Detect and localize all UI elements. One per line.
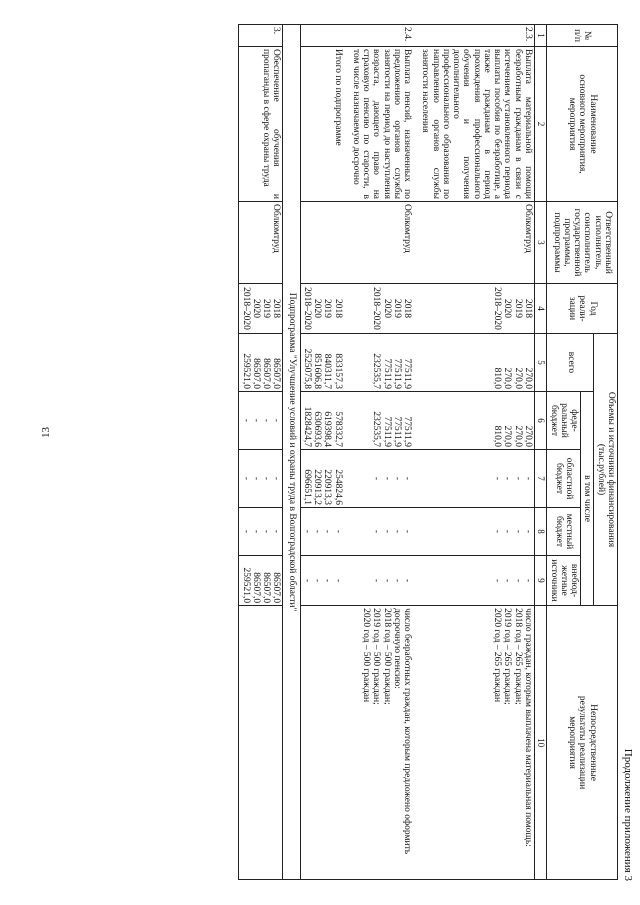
subprogram-row — [283, 25, 300, 880]
program-table — [238, 24, 618, 880]
row-executor: Облкомтруд — [350, 202, 414, 284]
column-number: 8 — [534, 508, 547, 556]
row-regional: 254824,6 220913,3 220913,2 696651,1 — [300, 450, 344, 508]
row-spacer — [413, 25, 419, 880]
table-row — [419, 25, 534, 880]
subprogram-title: Подпрограмма "Улучшение условий и охраны труда в Волгоградской области" — [283, 25, 300, 880]
row-results: число граждан, которым выплачена материальная помощь: 2018 год – 265 граждан; 2019 год – 265 граждан; 2020 год – 265 граждан — [419, 606, 534, 880]
row-name: Итого по подпрограмме — [300, 47, 344, 202]
appendix-label: Продолжение приложения 3 — [622, 748, 634, 881]
row-results: число безработных граждан, которым предложено оформить досрочную пенсию: 2018 год – 500 граждан; 2019 год – 500 граждан; 2020 год – 500 граждан — [350, 606, 414, 880]
header-executor: Ответственный исполнитель, соисполнитель государственной программы, подпрограммы — [547, 202, 618, 284]
row-results — [239, 606, 283, 880]
row-offbudget: - - - - — [419, 556, 534, 606]
row-local: - - - - — [350, 508, 414, 556]
column-number-row — [534, 25, 547, 880]
column-number: 5 — [534, 334, 547, 392]
row-years: 2018 2019 2020 2018–2020 — [419, 284, 534, 334]
page-number: 13 — [40, 427, 52, 438]
header-no: № п/п — [547, 25, 618, 47]
row-total: 86507,0 86507,0 86507,0 259521,0 — [239, 334, 283, 392]
header-local: местный бюджет — [547, 508, 581, 556]
row-number: 2.4. — [350, 25, 414, 47]
row-name: Выплата материальной помощи безработным гражданам в связи с истечением установленного периода выплаты пособия по безработице, а также гражданам в период прохождения профессионального обучения и получения дополнительного профессионального образования по направлению органов службы занятости населения — [419, 47, 534, 202]
table-row — [350, 25, 414, 880]
header-funding: Объемы и источники финансирования (тыс.рублей) — [594, 334, 618, 606]
column-number: 10 — [534, 606, 547, 880]
row-regional: - - - - — [239, 450, 283, 508]
column-number: 7 — [534, 450, 547, 508]
column-number: 4 — [534, 284, 547, 334]
row-regional: - - - - — [419, 450, 534, 508]
table-row — [239, 25, 283, 880]
row-offbudget: 86507,0 86507,0 86507,0 259521,0 — [239, 556, 283, 606]
row-number — [300, 25, 344, 47]
row-total: 270,0 270,0 270,0 810,0 — [419, 334, 534, 392]
header-results: Непосредственные результаты реализации мероприятия — [547, 606, 618, 880]
row-total: 833157,3 840311,7 851606,8 2525075,8 — [300, 334, 344, 392]
header-federal: феде- ральный бюджет — [547, 392, 581, 450]
column-number: 9 — [534, 556, 547, 606]
table-row-subtotal — [300, 25, 344, 880]
row-spacer — [344, 25, 350, 880]
row-executor: Облкомтруд — [419, 202, 534, 284]
column-number: 1 — [534, 25, 547, 47]
header-row-1 — [594, 25, 618, 880]
row-total: 77511,9 77511,9 77511,9 232535,7 — [350, 334, 414, 392]
header-incl: в том числе — [581, 392, 594, 606]
row-executor: Облкомтруд — [239, 202, 283, 284]
row-local: - - - - — [419, 508, 534, 556]
header-name: Наименование основного мероприятия, мероприятия — [547, 47, 618, 202]
row-offbudget: - - - - — [350, 556, 414, 606]
row-results — [300, 606, 344, 880]
row-years: 2018 2019 2020 2018–2020 — [350, 284, 414, 334]
row-number: 3. — [239, 25, 283, 47]
column-number: 2 — [534, 47, 547, 202]
row-years: 2018 2019 2020 2018–2020 — [239, 284, 283, 334]
header-year: Год реали- зации — [547, 284, 618, 334]
header-offbudget: внебюд- жетные источники — [547, 556, 581, 606]
row-federal: 270,0 270,0 270,0 810,0 — [419, 392, 534, 450]
row-offbudget: - - - - — [300, 556, 344, 606]
row-regional: - - - - — [350, 450, 414, 508]
column-number: 6 — [534, 392, 547, 450]
row-name: Выплата пенсий, назначенных по предложению органов службы занятости на период до наступления возраста, дающего право на страховую пенсию по старости, в том числе назначаемую досрочно — [350, 47, 414, 202]
row-name: Обеспечение обучения и пропаганды в сфере охраны труда — [239, 47, 283, 202]
header-total: всего — [547, 334, 594, 392]
row-federal: - - - - — [239, 392, 283, 450]
row-years: 2018 2019 2020 2018–2020 — [300, 284, 344, 334]
row-local: - - - - — [239, 508, 283, 556]
row-number: 2.3. — [419, 25, 534, 47]
header-regional: областной бюджет — [547, 450, 581, 508]
row-executor — [300, 202, 344, 284]
column-number: 3 — [534, 202, 547, 284]
row-local: - - - - — [300, 508, 344, 556]
row-federal: 77511,9 77511,9 77511,9 232535,7 — [350, 392, 414, 450]
row-federal: 578332,7 619398,4 630693,6 1828424,7 — [300, 392, 344, 450]
